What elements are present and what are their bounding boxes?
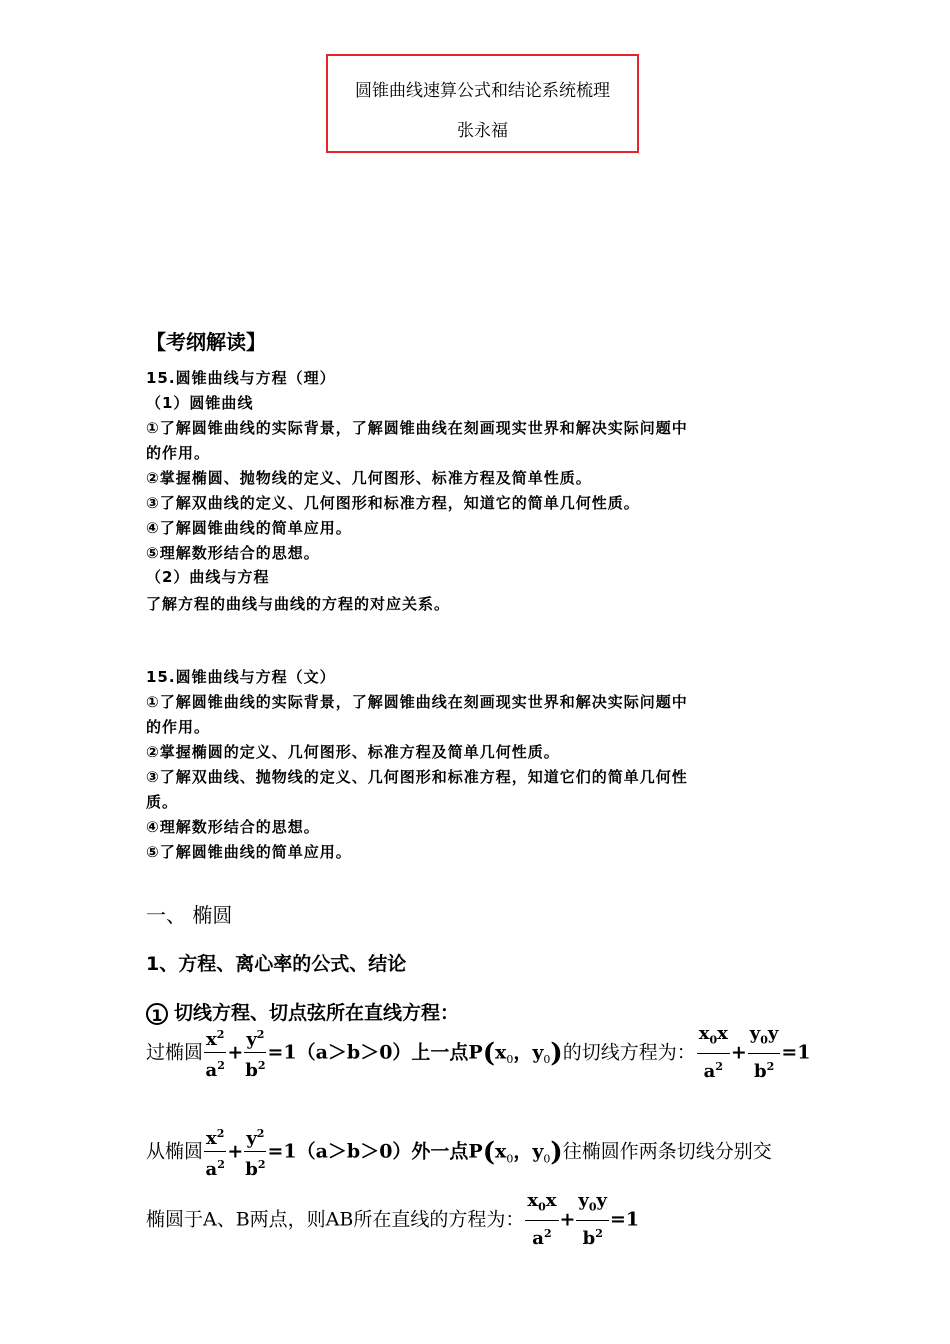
ellipse-section: 一、 椭圆	[146, 903, 233, 927]
condition-text: =1（a＞b＞0）上一点	[267, 1041, 469, 1064]
coord-x: x	[495, 1140, 507, 1163]
comma: ，	[513, 1140, 533, 1163]
ellipse-subsection: 1、方程、离心率的公式、结论	[146, 953, 407, 975]
coord-y: y	[532, 1140, 544, 1163]
sub-zero: 0	[543, 1152, 551, 1166]
fraction-y0y-b2: $\frac{y_0y}{b^2}$	[749, 1023, 779, 1082]
science-item5: ⑤理解数形结合的思想。	[146, 544, 320, 562]
syllabus-heading: 【考纲解读】	[146, 330, 266, 354]
fraction-x0x-a2: $\frac{x_0x}{a^2}$	[527, 1190, 557, 1249]
doc-title: 圆锥曲线速算公式和结论系统梳理	[355, 81, 610, 101]
fraction-y2-b2: $\frac{y^2}{b^2}$	[244, 1122, 266, 1183]
science-item4: ④了解圆锥曲线的简单应用。	[146, 519, 352, 537]
arts-item3b: 质。	[146, 793, 179, 811]
chord-text: 往椭圆作两条切线分别交	[562, 1140, 772, 1163]
text-over-ellipse: 过椭圆	[146, 1041, 204, 1064]
doc-author: 张永福	[457, 121, 508, 141]
arts-item2: ②掌握椭圆的定义、几何图形、标准方程及简单几何性质。	[146, 743, 560, 761]
fraction-y2-b2: $\frac{y^2}{b^2}$	[244, 1023, 266, 1084]
point-label: P	[468, 1140, 483, 1163]
chord-line-text: 椭圆于A、B两点，则AB所在直线的方程为：	[146, 1208, 525, 1231]
text-from-ellipse: 从椭圆	[146, 1140, 204, 1163]
chord-statement-2: 椭圆于A、B两点，则AB所在直线的方程为： $\frac{x_0x}{a^2}$ + $\frac{y_0y}{b^2}$ =1	[146, 1189, 639, 1252]
arts-item5: ⑤了解圆锥曲线的简单应用。	[146, 843, 352, 861]
condition-text: =1（a＞b＞0）外一点	[267, 1140, 469, 1163]
comma: ，	[513, 1041, 533, 1064]
science-item1b: 的作用。	[146, 444, 211, 462]
science-title: 15.圆锥曲线与方程（理）	[146, 369, 336, 387]
arts-item3a: ③了解双曲线、抛物线的定义、几何图形和标准方程，知道它们的简单几何性	[146, 768, 688, 786]
equals-one: =1	[781, 1041, 811, 1064]
arts-title: 15.圆锥曲线与方程（文）	[146, 668, 336, 686]
coord-y: y	[532, 1041, 544, 1064]
coord-x: x	[495, 1041, 507, 1064]
point-heading	[146, 998, 459, 1025]
science-item3: ③了解双曲线的定义、几何图形和标准方程，知道它的简单几何性质。	[146, 494, 640, 512]
point-title: 切线方程、切点弦所在直线方程：	[174, 1002, 460, 1024]
arts-item4: ④理解数形结合的思想。	[146, 818, 320, 836]
sub-zero: 0	[506, 1152, 514, 1166]
science-item6: 了解方程的曲线与曲线的方程的对应关系。	[146, 595, 451, 613]
point-label: P	[468, 1041, 483, 1064]
equals-one: =1	[610, 1208, 640, 1231]
fraction-x2-a2: $\frac{x^2}{a^2}$	[204, 1122, 226, 1183]
science-sub2: （2）曲线与方程	[146, 568, 270, 586]
title-box	[326, 54, 639, 153]
science-sub1: （1）圆锥曲线	[146, 394, 254, 412]
tangent-text: 的切线方程为：	[562, 1041, 696, 1064]
fraction-x0x-a2: $\frac{x_0x}{a^2}$	[698, 1023, 728, 1082]
arts-item1b: 的作用。	[146, 718, 211, 736]
arts-item1a: ①了解圆锥曲线的实际背景，了解圆锥曲线在刻画现实世界和解决实际问题中	[146, 693, 688, 711]
sub-zero: 0	[543, 1053, 551, 1067]
fraction-y0y-b2: $\frac{y_0y}{b^2}$	[578, 1190, 608, 1249]
science-item1a: ①了解圆锥曲线的实际背景，了解圆锥曲线在刻画现实世界和解决实际问题中	[146, 419, 688, 437]
science-item2: ②掌握椭圆、抛物线的定义、几何图形、标准方程及简单性质。	[146, 469, 592, 487]
tangent-line-statement: 过椭圆 $\frac{x^2}{a^2}$ + $\frac{y^2}{b^2}$ =1（a＞b＞0）上一点$P(x_0$，$y_0$)的切线方程为： $\frac{x_0x}{a^2}$ + $\frac{y_0y}{b^2}$ =1	[146, 1022, 811, 1085]
fraction-x2-a2: $\frac{x^2}{a^2}$	[204, 1023, 226, 1084]
chord-statement-1: 从椭圆 $\frac{x^2}{a^2}$ + $\frac{y^2}{b^2}$ =1（a＞b＞0）外一点$P(x_0$，$y_0$)往椭圆作两条切线分别交	[146, 1122, 772, 1183]
sub-zero: 0	[506, 1053, 514, 1067]
circled-number: 1	[146, 1003, 168, 1025]
